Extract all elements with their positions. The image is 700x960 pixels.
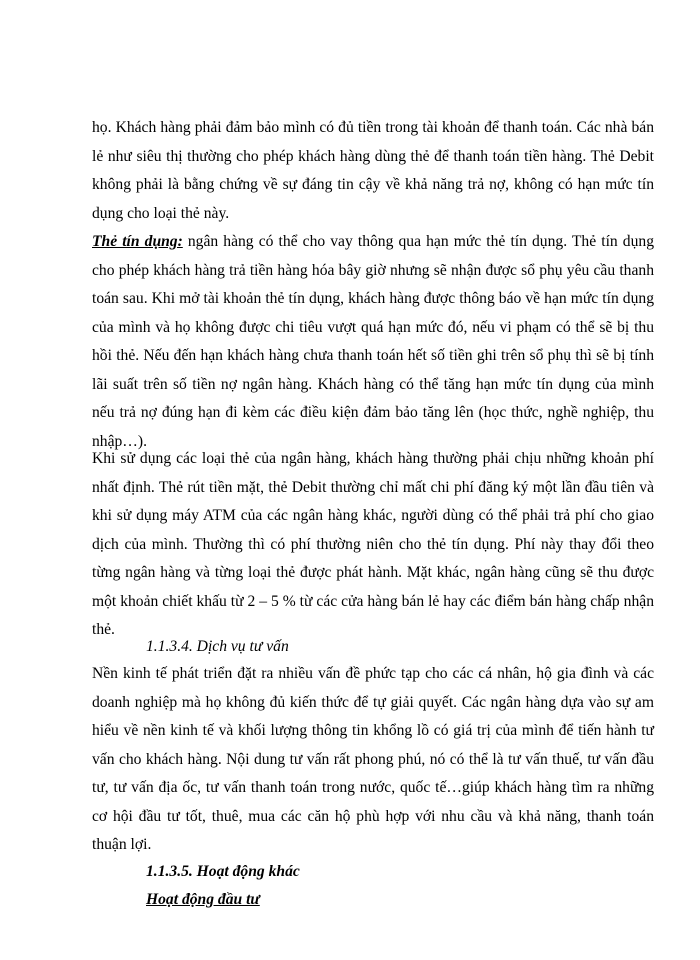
term-credit-card: Thẻ tín dụng: xyxy=(92,233,183,250)
paragraph-debit-card xyxy=(92,114,654,228)
paragraph-consulting xyxy=(92,660,654,860)
paragraph-text: họ. Khách hàng phải đảm bảo mình có đủ tiền trong tài khoản để thanh toán. Các nhà bán lẻ như siêu thị thường cho phép khách hàng dùng thẻ để thanh toán tiền hàng. Thẻ Debit không phải là bằng chứng về sự đáng tin cậy về khả năng trả nợ, không có hạn mức tín dụng cho loại thẻ này. xyxy=(92,119,654,222)
subheading-investment: Hoạt động đầu tư xyxy=(146,891,260,908)
paragraph-text xyxy=(92,228,654,456)
paragraph-credit-card xyxy=(92,228,654,456)
section-heading-consulting: 1.1.3.4. Dịch vụ tư vấn xyxy=(146,638,289,655)
paragraph-text: Khi sử dụng các loại thẻ của ngân hàng, khách hàng thường phải chịu những khoản phí nhất định. Thẻ rút tiền mặt, thẻ Debit thường chỉ mất chi phí đăng ký một lần đầu tiên và khi sử dụng máy ATM của các ngân hàng khác, người dùng có thể phải trả phí cho giao dịch của mình. Thường thì có phí thường niên cho thẻ tín dụng. Phí này thay đổi theo từng ngân hàng và từng loại thẻ được phát hành. Mặt khác, ngân hàng cũng sẽ thu được một khoản chiết khấu từ 2 – 5 % từ các cửa hàng bán lẻ hay các điểm bán hàng chấp nhận thẻ. xyxy=(92,450,654,638)
section-heading-other-activities: 1.1.3.5. Hoạt động khác xyxy=(146,863,300,880)
paragraph-card-fees xyxy=(92,445,654,645)
paragraph-text: Nền kinh tế phát triển đặt ra nhiều vấn đề phức tạp cho các cá nhân, hộ gia đình và các doanh nghiệp mà họ không đủ kiến thức để tự giải quyết. Các ngân hàng dựa vào sự am hiểu về nền kinh tế và khối lượng thông tin khổng lồ có giá trị của mình để tiến hành tư vấn cho khách hàng. Nội dung tư vấn rất phong phú, nó có thể là tư vấn thuế, tư vấn đầu tư, tư vấn địa ốc, tư vấn thanh toán trong nước, quốc tế…giúp khách hàng tìm ra những cơ hội đầu tư tốt, thuê, mua các căn hộ phù hợp với nhu cầu và khả năng, thanh toán thuận lợi. xyxy=(92,665,654,853)
credit-card-description: ngân hàng có thể cho vay thông qua hạn mức thẻ tín dụng. Thẻ tín dụng cho phép khách hàng trả tiền hàng hóa bây giờ nhưng sẽ nhận được sổ phụ yêu cầu thanh toán sau. Khi mở tài khoản thẻ tín dụng, khách hàng được thông báo về hạn mức tín dụng của mình và họ không được chi tiêu vượt quá hạn mức đó, nếu vi phạm có thể sẽ bị thu hồi thẻ. Nếu đến hạn khách hàng chưa thanh toán hết số tiền ghi trên sổ phụ thì sẽ bị tính lãi suất trên số tiền nợ ngân hàng. Khách hàng có thể tăng hạn mức tín dụng của mình nếu trả nợ đúng hạn đi kèm các điều kiện đảm bảo tăng lên (học thức, nghề nghiệp, thu nhập…). xyxy=(92,233,654,450)
